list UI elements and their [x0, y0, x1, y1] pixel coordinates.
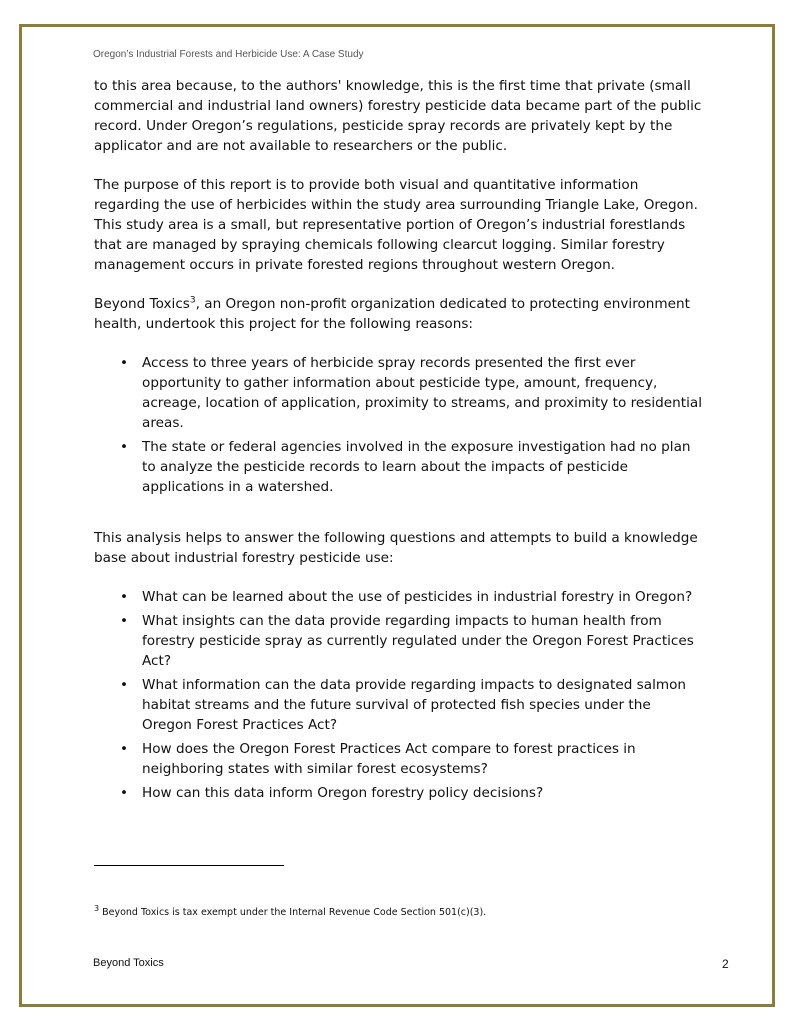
bullet-icon: •: [120, 439, 129, 455]
list-item: • What can be learned about the use of pesticides in industrial forestry in Oregon?: [120, 589, 693, 605]
list-item: • The state or federal agencies involved in the exposure investigation had no plan to analyze the pesticide records to learn about the impacts of pesticide applications in a watershed.: [120, 439, 691, 495]
list-item: • How can this data inform Oregon forestry policy decisions?: [120, 785, 544, 801]
questions-list: [94, 587, 704, 803]
footnote-text: Beyond Toxics is tax exempt under the Internal Revenue Code Section 501(c)(3).: [99, 907, 487, 918]
footnote: [94, 903, 487, 918]
page-body: [94, 76, 704, 807]
bullet-icon: •: [120, 677, 129, 693]
list-item: • What information can the data provide regarding impacts to designated salmon habitat streams and the future survival of protected fish species under the Oregon Forest Practices Act?: [120, 677, 687, 733]
list-item: • How does the Oregon Forest Practices Act compare to forest practices in neighboring states with similar forest ecosystems?: [120, 741, 636, 777]
paragraph-questions-intro: This analysis helps to answer the following questions and attempts to build a knowledge base about industrial forestry pesticide use:: [94, 530, 698, 566]
paragraph-beyond-toxics: [94, 294, 704, 334]
footnote-reference: 3: [189, 295, 196, 306]
footnote-number: 3: [94, 903, 100, 913]
paragraph-continuation: to this area because, to the authors' knowledge, this is the first time that private (small commercial and industrial land owners) forestry pesticide data became part of the public record. Under Oregon’s regulations, pesticide spray records are privately kept by the applicator and are not available to researchers or the public.: [94, 78, 702, 154]
bullet-icon: •: [120, 613, 129, 629]
org-description: , an Oregon non-profit organization dedicated to protecting environment health, undertook this project for the following reasons:: [94, 296, 690, 332]
running-header: Oregon’s Industrial Forests and Herbicide Use: A Case Study: [93, 49, 364, 60]
bullet-icon: •: [120, 785, 129, 801]
list-item: • What insights can the data provide regarding impacts to human health from forestry pesticide spray as currently regulated under the Oregon Forest Practices Act?: [120, 613, 694, 669]
bullet-icon: •: [120, 741, 129, 757]
document-page: [19, 24, 775, 1007]
footnote-separator: [94, 865, 284, 866]
paragraph-purpose: The purpose of this report is to provide both visual and quantitative information regarding the use of herbicides within the study area surrounding Triangle Lake, Oregon. This study area is a small, but representative portion of Oregon’s industrial forestlands that are managed by spraying chemicals following clearcut logging. Similar forestry management occurs in private forested regions throughout western Oregon.: [94, 177, 698, 273]
reasons-list: [94, 353, 704, 497]
page-number: 2: [722, 957, 729, 971]
bullet-icon: •: [120, 589, 129, 605]
footer-organization: Beyond Toxics: [93, 957, 164, 969]
bullet-icon: •: [120, 355, 129, 371]
list-item: • Access to three years of herbicide spray records presented the first ever opportunity to gather information about pesticide type, amount, frequency, acreage, location of application, proximity to streams, and proximity to residential areas.: [120, 355, 702, 431]
org-name: Beyond Toxics: [94, 296, 190, 312]
